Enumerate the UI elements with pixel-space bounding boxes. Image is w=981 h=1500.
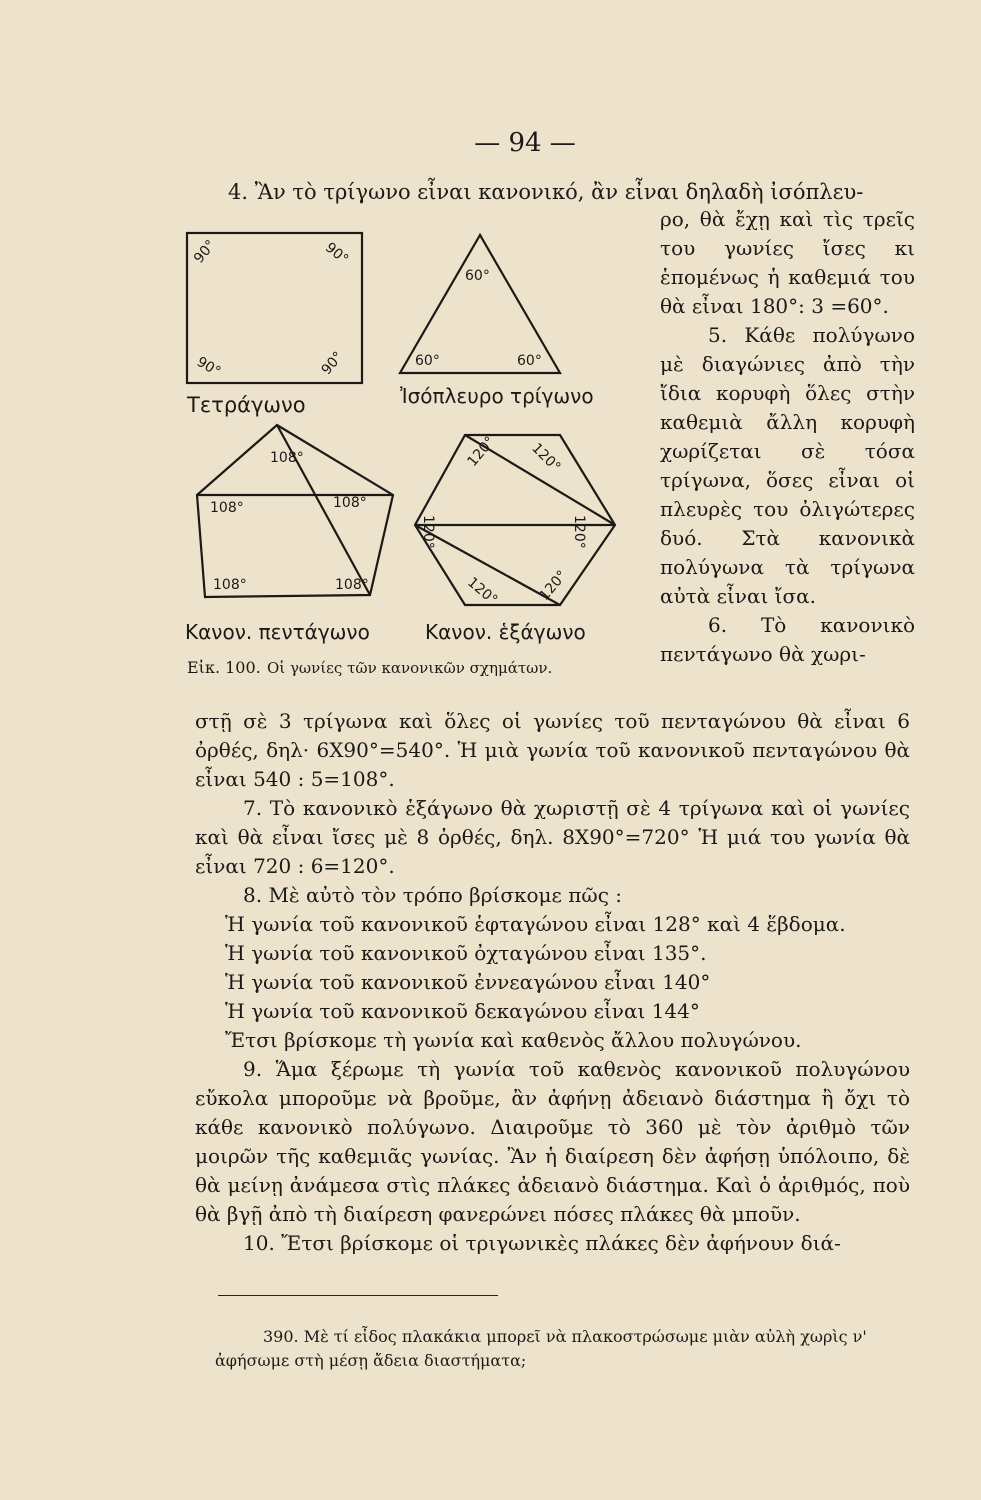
side-paragraph-2: 5. Κάθε πολύγωνο μὲ διαγώνιες ἀπὸ τὴν ἴδια κορυφὴ ὅλες στὴν καθεμιὰ ἄλλη κορυφὴ χωρίζεται σὲ τόσα τρίγωνα, ὅσες εἶναι οἱ πλευρὲς του ὀλιγώτερες δυό. Στὰ κανονικὰ πολύγωνα τὰ τρίγωνα αὐτὰ εἶναι ἴσα. [660,323,915,608]
side-text [660,205,915,669]
square-angle-2: 90° [321,239,352,268]
footnote [215,1325,910,1373]
hexagon-angle-1: 120° [464,433,499,470]
footnote-divider [218,1295,498,1296]
main-paragraph-6-cont: στῇ σὲ 3 τρίγωνα καὶ ὅλες οἱ γωνίες τοῦ πενταγώνου θὰ εἶναι 6 ὀρθές, δηλ· 6X90°=540°. Ἡ μιὰ γωνία τοῦ κανονικοῦ πενταγώνου θὰ εἶναι 540 : 5=108°. [195,709,910,791]
pentagon-label: Κανον. πεντάγωνο [185,620,370,644]
main-paragraph-9: 9. Ἅμα ξέρωμε τὴ γωνία τοῦ καθενὸς κανονικοῦ πολυγώνου εὔκολα μποροῦμε νὰ βροῦμε, ἂν ἀφήνῃ ἀδειανὸ διάστημα ἢ ὄχι τὸ κάθε κανονικὸ πολύγωνο. Διαιροῦμε τὸ 360 μὲ τὸν ἀριθμὸ τῶν μοιρῶν τῆς καθεμιᾶς γωνίας. Ἂν ἡ διαίρεση δὲν ἀφήσῃ ὑπόλοιπο, δὲ θὰ μείνῃ ἀνάμεσα στὶς πλάκες ἀδειανὸ διάστημα. Καὶ ὁ ἀριθμός, ποὺ θὰ βγῇ ἀπὸ τὴ διαίρεση φανερώνει πόσες πλάκες θὰ μποῦν. [195,1057,910,1226]
triangle-angle-left: 60° [415,353,440,369]
hexagon-angle-2: 120° [528,440,564,476]
pentagon-angle-top: 108° [270,450,304,466]
angle-heptagon: Ἡ γωνία τοῦ κανονικοῦ ἑφταγώνου εἶναι 128° καὶ 4 ἕβδομα. [225,912,846,936]
triangle-label: Ἰσόπλευρο τρίγωνο [400,384,594,408]
hexagon-angle-6: 120° [420,515,436,549]
figure-100 [175,225,665,685]
side-paragraph-3: 6. Τὸ κανονικὸ πεντάγωνο θὰ χωρι- [660,613,915,666]
footnote-text: 390. Μὲ τί εἶδος πλακάκια μπορεῖ νὰ πλακοστρώσωμε μιὰν αὐλὴ χωρὶς ν' ἀφήσωμε στὴ μέσῃ ἄδεια διαστήματα; [215,1327,867,1370]
angle-decagon: Ἡ γωνία τοῦ κανονικοῦ δεκαγώνου εἶναι 144° [225,999,700,1023]
caption-text: Οἱ γωνίες τῶν κανονικῶν σχημάτων. [267,659,553,677]
main-paragraph-8: 8. Μὲ αὐτὸ τὸν τρόπο βρίσκομε πῶς : [243,883,622,907]
main-paragraph-7: 7. Τὸ κανονικὸ ἑξάγωνο θὰ χωριστῇ σὲ 4 τρίγωνα καὶ οἱ γωνίες καὶ θὰ εἶναι ἴσες μὲ 8 ὀρθές, δηλ. 8X90°=720° Ἡ μιά του γωνία θὰ εἶναι 720 : 6=120°. [195,796,910,878]
main-text [195,707,910,1258]
hexagon-label: Κανον. ἑξάγωνο [425,620,586,644]
triangle-angle-right: 60° [517,353,542,369]
square-angle-1: 90° [190,237,220,267]
side-paragraph-1: ρο, θὰ ἔχῃ καὶ τὶς τρεῖς του γωνίες ἴσες κι ἑπομένως ἡ καθεμιά του θὰ εἶναι 180°: 3 =60°. [660,207,915,318]
hexagon-angle-4: 120° [536,567,571,604]
hexagon-angle-5: 120° [464,574,501,609]
square-angle-4: 90° [318,348,347,379]
square-label: Τετράγωνο [187,393,306,417]
caption-prefix: Εἰκ. 100. [187,658,261,677]
angle-octagon: Ἡ γωνία τοῦ κανονικοῦ ὀχταγώνου εἶναι 135°. [225,941,707,965]
main-paragraph-10: 10. Ἔτσι βρίσκομε οἱ τριγωνικὲς πλάκες δὲν ἀφήνουν διά- [243,1231,841,1255]
pentagon-angle-bottom-right: 108° [335,577,369,593]
page-number: — 94 — [474,128,576,158]
square-angle-3: 90° [193,353,224,381]
triangle-angle-top: 60° [465,268,490,284]
angle-enneagon: Ἡ γωνία τοῦ κανονικοῦ ἐννεαγώνου εἶναι 140° [225,970,711,994]
hexagon-angle-3: 120° [571,515,587,549]
polygons-figure [175,225,665,685]
main-paragraph-8-end: Ἔτσι βρίσκομε τὴ γωνία καὶ καθενὸς ἄλλου πολυγώνου. [225,1028,802,1052]
pentagon-angle-bottom-left: 108° [213,577,247,593]
pentagon-angle-right: 108° [333,495,367,511]
pentagon-angle-left: 108° [210,500,244,516]
intro-line: 4. Ἂν τὸ τρίγωνο εἶναι κανονικό, ἂν εἶναι δηλαδὴ ἰσόπλευ- [228,180,864,204]
